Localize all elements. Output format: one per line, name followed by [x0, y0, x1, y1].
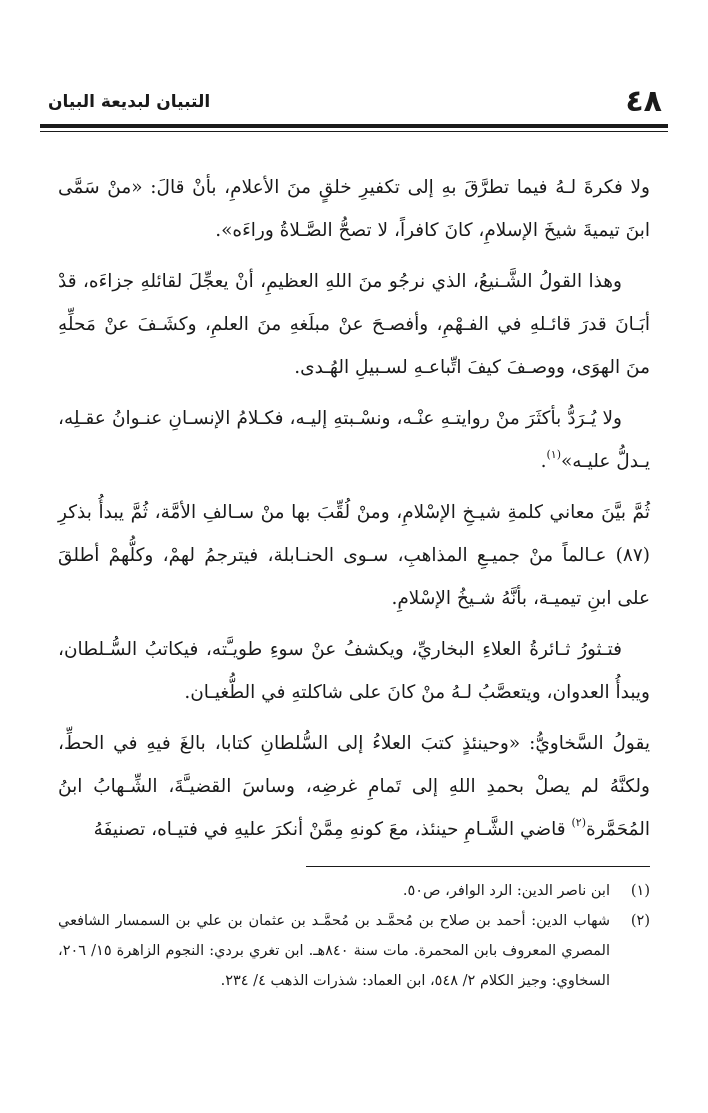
paragraph-6-text: يقولُ السَّخاويُّ: «وحينئذٍ كتبَ العلاءُ إلى السُّلطانِ كتابا، بالغَ فيهِ في الحطِّ، ولكنَّهُ لم يصلْ بحمدِ اللهِ إلى تَمامِ غرضِه، وساسَ القضيـَّةَ، الشِّـهابُ ابنُ المُحَمَّرة — [58, 733, 650, 840]
footnote-ref-1: (١) — [546, 448, 561, 461]
paragraph-1: ولا فكرةَ لـهُ فيما تطرَّقَ بهِ إلى تكفيرِ خلقٍ منَ الأعلامِ، بأنْ قالَ: «منْ سَمَّى ابنَ تيميةَ شيخَ الإسلامِ، كانَ كافراً، لا تصحُّ الصَّـلاةُ وراءَه». — [58, 177, 650, 241]
paragraph-6-continuation: قاضي الشَّـامِ حينئذ، معَ كونهِ مِمَّنْ أنكرَ عليهِ في فتيـاه، تصنيفَهُ — [93, 819, 572, 840]
footnote-text: ابن ناصر الدين: الرد الوافر، ص٥٠. — [402, 883, 610, 899]
header-rule-thin — [40, 131, 668, 132]
footnote-ref-2: (٢) — [571, 816, 586, 829]
paragraph-4: ثُمَّ بيَّنَ معاني كلمةِ شيـخِ الإسْلامِ، ومنْ لُقِّبَ بها منْ سـالفِ الأمَّة، ثُمَّ يبدأُ بذكرِ (٨٧) عـالماً منْ جميـعِ المذاهبِ، سـوى الحنـابلة، فيترجمُ لهمْ، وكلُّهمْ أطلقَ على ابنِ تيميـة، بأنَّهُ شـيخُ الإسْلامِ. — [58, 502, 650, 609]
paragraph-2: وهذا القولُ الشَّـنيعُ، الذي نرجُو منَ اللهِ العظيمِ، أنْ يعجِّلَ لقائلهِ جزاءَه، قدْ أبَـانَ قدرَ قائـلهِ في الفـهْمِ، وأفصـحَ عنْ مبلَغهِ منَ العلمِ، وكشَـفَ عنْ مَحلِّهِ منَ الهوَى، ووصـفَ كيفَ اتِّباعـهِ لسـبيلِ الهُـدى. — [58, 271, 650, 378]
footnote-number: (١) — [630, 883, 650, 899]
paragraph-3-period: . — [540, 451, 547, 472]
header-rule-thick — [40, 124, 668, 128]
paragraph-5: فتـثورُ ثـائرةُ العلاءِ البخاريِّ، ويكشفُ عنْ سوءِ طويـَّته، فيكاتبُ السُّـلطان، ويبدأُ العدوان، ويتعصَّبُ لـهُ منْ كانَ على شاكلتهِ في الطُّغيـان. — [58, 639, 650, 703]
footnote-separator — [306, 866, 650, 867]
footnotes — [58, 876, 650, 996]
paragraph-3-text: ولا يُـرَدُّ بأكثَرَ منْ روايتـهِ عنْـه، ونسْـبتهِ إليـه، فكـلامُ الإنسـانِ عنـوانُ عقـلِه، يـدلُّ عليـه» — [58, 408, 650, 472]
footnote-text: شهاب الدين: أحمد بن صلاح بن مُحمَّـد بن مُحمَّـد بن عثمان بن علي بن السمسار الشافعي المصري المعروف بابن المحمرة. مات سنة ٨٤٠هـ. ابن تغري بردي: النجوم الزاهرة ١٥/ ٢٠٦، السخاوي: وجيز الكلام ٢/ ٥٤٨، ابن العماد: شذرات الذهب ٤/ ٢٣٤. — [58, 913, 610, 989]
paragraph-6 — [58, 722, 650, 851]
page-number: ٤٨ — [625, 84, 662, 119]
footnote-2 — [58, 906, 650, 996]
paragraph-3 — [58, 397, 650, 483]
page-header — [40, 82, 668, 124]
footnote-number: (٢) — [630, 913, 650, 929]
running-title: التبيان لبديعة البيان — [48, 92, 211, 112]
footnote-1 — [58, 876, 650, 906]
main-text — [58, 166, 650, 859]
